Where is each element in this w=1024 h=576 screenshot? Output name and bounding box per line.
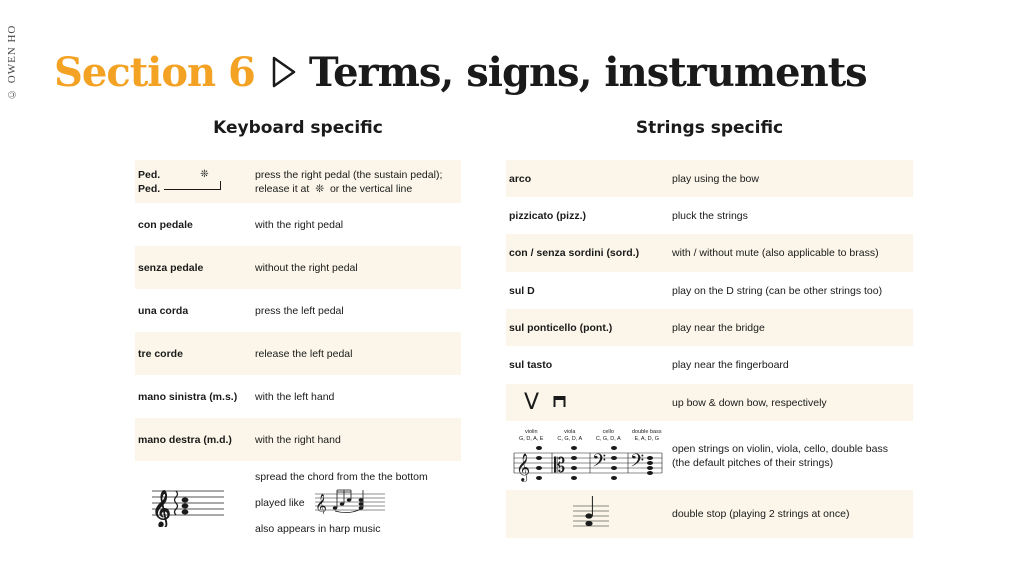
- table-row: [135, 203, 461, 246]
- instrument-label: [551, 429, 589, 443]
- term: mano sinistra (m.s.): [138, 390, 238, 403]
- strings-table: [506, 160, 913, 538]
- instrument-name: cello: [602, 428, 614, 435]
- term: arco: [509, 172, 532, 185]
- table-row: [506, 160, 913, 197]
- desc: play near the fingerboard: [672, 359, 789, 371]
- title-main: Terms, signs, instruments: [308, 48, 867, 96]
- ped-desc-text: release it at: [255, 182, 310, 195]
- arpeggio-chord-icon: [135, 477, 255, 530]
- table-row: [135, 332, 461, 375]
- desc: double stop (playing 2 strings at once): [672, 508, 850, 520]
- table-row: [135, 289, 461, 332]
- open-strings-desc-line: open strings on violin, viola, cello, double bass: [672, 442, 888, 455]
- svg-text:𝄢: 𝄢: [592, 450, 607, 476]
- arpeggio-desc-line: [255, 488, 461, 518]
- down-bow-icon: [553, 395, 566, 411]
- arpeggio-desc-line: also appears in harp music: [255, 523, 381, 535]
- svg-text:𝄢: 𝄢: [630, 450, 645, 476]
- svg-text:𝄞: 𝄞: [314, 493, 327, 514]
- arpeggio-desc: [255, 470, 461, 536]
- desc: with the left hand: [255, 390, 335, 403]
- instrument-labels: [512, 429, 672, 443]
- desc: with the right pedal: [255, 218, 344, 231]
- ped-desc-line: press the right pedal (the sustain pedal);: [255, 168, 443, 181]
- instrument-label: [628, 429, 666, 443]
- table-row: [506, 346, 913, 384]
- table-row: [135, 461, 461, 545]
- instrument-name: double bass: [631, 428, 662, 435]
- arpeggio-played-like-icon: [315, 488, 385, 518]
- term: sul D: [509, 284, 535, 297]
- table-row: [135, 418, 461, 461]
- table-row: [506, 309, 913, 346]
- instrument-label: [589, 429, 627, 443]
- instrument-pitches: C, G, D, A: [595, 435, 621, 442]
- arpeggio-desc-line: spread the chord from the the bottom: [255, 471, 428, 483]
- desc: play using the bow: [672, 172, 759, 185]
- ped-text: Ped.: [138, 182, 161, 195]
- desc: with the right hand: [255, 433, 341, 446]
- instrument-pitches: E, A, D, G: [634, 435, 659, 442]
- term: mano destra (m.d.): [138, 433, 232, 446]
- term: senza pedale: [138, 261, 204, 274]
- desc: without the right pedal: [255, 261, 358, 274]
- desc: up bow & down bow, respectively: [672, 396, 827, 409]
- term: con / senza sordini (sord.): [509, 247, 640, 259]
- svg-text:𝄡: 𝄡: [554, 452, 566, 477]
- pedal-release-icon: ❊: [200, 168, 209, 180]
- open-strings-staff-icon: [512, 443, 668, 483]
- svg-text:𝄞: 𝄞: [152, 488, 171, 527]
- table-row: [506, 272, 913, 309]
- term: con pedale: [138, 218, 193, 231]
- term: una corda: [138, 304, 189, 317]
- term: sul tasto: [509, 359, 553, 371]
- open-strings-desc: [672, 442, 913, 470]
- table-row: [506, 197, 913, 234]
- table-row: [506, 421, 913, 490]
- arpeggio-desc-text: played like: [255, 497, 305, 509]
- table-row: [506, 490, 913, 538]
- section-label: Section 6: [54, 48, 255, 96]
- term: tre corde: [138, 347, 183, 360]
- desc: play near the bridge: [672, 321, 765, 334]
- copyright-text: © OWEN HO: [6, 24, 18, 100]
- instrument-pitches: C, G, D, A: [557, 435, 583, 442]
- desc: pluck the strings: [672, 209, 748, 222]
- table-row: [135, 246, 461, 289]
- pedal-bracket-icon: [164, 181, 221, 190]
- instrument-label: [512, 429, 550, 443]
- desc: play on the D string (can be other strings too): [672, 284, 883, 297]
- term: pizzicato (pizz.): [509, 209, 586, 222]
- double-stop-icon: [506, 494, 672, 534]
- term: sul ponticello (pont.): [509, 321, 613, 334]
- svg-text:𝄞: 𝄞: [516, 452, 531, 481]
- open-strings-desc-line: (the default pitches of their strings): [672, 456, 834, 469]
- ped-term: [135, 168, 255, 196]
- ped-desc-text: or the vertical line: [329, 182, 413, 195]
- instrument-name: violin: [524, 428, 538, 435]
- instrument-name: viola: [564, 428, 576, 435]
- page-title: [54, 42, 867, 102]
- table-row: [135, 375, 461, 418]
- desc: with / without mute (also applicable to brass): [672, 247, 879, 259]
- keyboard-heading: Keyboard specific: [213, 118, 383, 138]
- ped-desc: [255, 168, 461, 196]
- strings-heading: Strings specific: [635, 118, 784, 138]
- instrument-pitches: G, D, A, E: [519, 435, 544, 442]
- keyboard-table: [135, 160, 461, 545]
- table-row: [506, 234, 913, 272]
- table-row: [135, 160, 461, 203]
- ped-text: Ped.: [138, 168, 161, 181]
- up-bow-icon: V: [524, 390, 540, 415]
- bow-symbols: [506, 390, 672, 415]
- open-strings-notation: [506, 429, 672, 483]
- table-row: [506, 384, 913, 421]
- play-arrow-icon: [271, 55, 297, 89]
- ped-desc-line: [255, 182, 461, 196]
- desc: release the left pedal: [255, 347, 353, 360]
- desc: press the left pedal: [255, 304, 344, 317]
- pedal-release-icon: ❊: [315, 182, 325, 195]
